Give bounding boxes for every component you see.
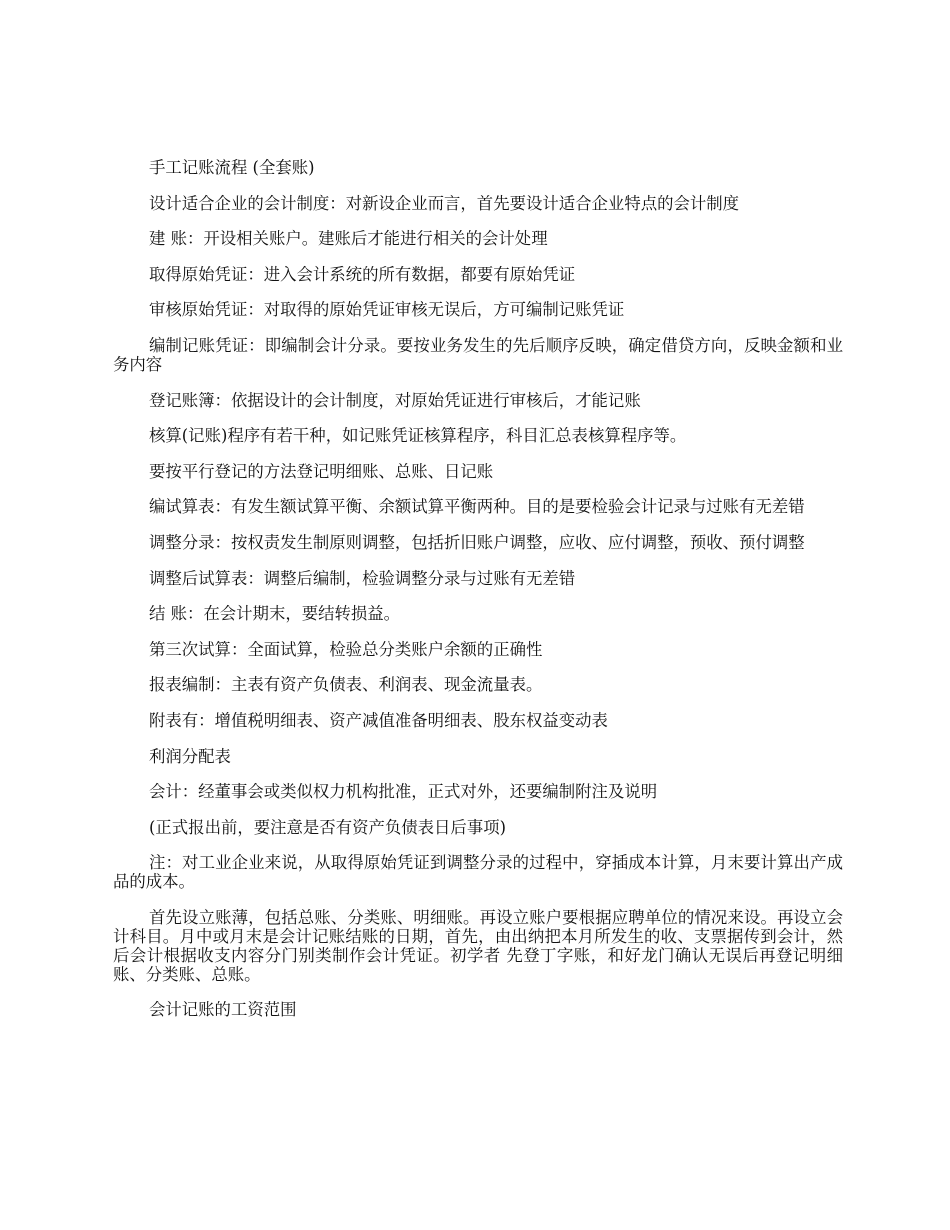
paragraph: 附表有：增值税明细表、资产减值准备明细表、股东权益变动表	[149, 710, 608, 730]
paragraph: 结 账：在会计期末，要结转损益。	[149, 604, 401, 624]
paragraph: 编制记账凭证：即编制会计分录。要按业务发生的先后顺序反映，确定借贷方向，反映金额和业务内容	[113, 335, 843, 374]
paragraph: (正式报出前，要注意是否有资产负债表日后事项)	[149, 817, 506, 837]
paragraph: 编试算表：有发生额试算平衡、余额试算平衡两种。目的是要检验会计记录与过账有无差错	[149, 497, 805, 517]
paragraph: 要按平行登记的方法登记明细账、总账、日记账	[149, 461, 494, 481]
document-body	[113, 158, 843, 1036]
paragraph: 核算(记账)程序有若干种，如记账凭证核算程序，科目汇总表核算程序等。	[149, 426, 687, 446]
paragraph: 报表编制：主表有资产负债表、利润表、现金流量表。	[149, 675, 543, 695]
paragraph: 会计：经董事会或类似权力机构批准，正式对外，还要编制附注及说明	[149, 782, 658, 802]
paragraph: 建 账：开设相关账户。建账后才能进行相关的会计处理	[149, 229, 548, 249]
paragraph: 会计记账的工资范围	[149, 1000, 297, 1020]
paragraph: 取得原始凭证：进入会计系统的所有数据，都要有原始凭证	[149, 264, 576, 284]
paragraph-title: 手工记账流程 (全套账)	[149, 158, 315, 177]
paragraph: 调整分录：按权责发生制原则调整，包括折旧账户调整，应收、应付调整，预收、预付调整	[149, 532, 805, 552]
paragraph: 审核原始凭证：对取得的原始凭证审核无误后，方可编制记账凭证	[149, 300, 625, 320]
paragraph: 第三次试算：全面试算，检验总分类账户余额的正确性	[149, 639, 543, 659]
paragraph: 设计适合企业的会计制度：对新设企业而言，首先要设计适合企业特点的会计制度	[149, 193, 740, 213]
paragraph: 注：对工业企业来说，从取得原始凭证到调整分录的过程中，穿插成本计算，月末要计算出产成品的成本。	[113, 853, 843, 892]
paragraph: 调整后试算表：调整后编制，检验调整分录与过账有无差错	[149, 568, 576, 588]
paragraph: 利润分配表	[149, 746, 231, 766]
paragraph: 首先设立账薄，包括总账、分类账、明细账。再设立账户要根据应聘单位的情况来设。再设立会计科目。月中或月末是会计记账结账的日期，首先，由出纳把本月所发生的收、支票据传到会计，然后会计根据收支内容分门别类制作会计凭证。初学者 先登丁字账，和好龙门确认无误后再登记明细账、分类账、总账。	[113, 907, 843, 984]
paragraph: 登记账簿：依据设计的会计制度，对原始凭证进行审核后，才能记账	[149, 390, 641, 410]
